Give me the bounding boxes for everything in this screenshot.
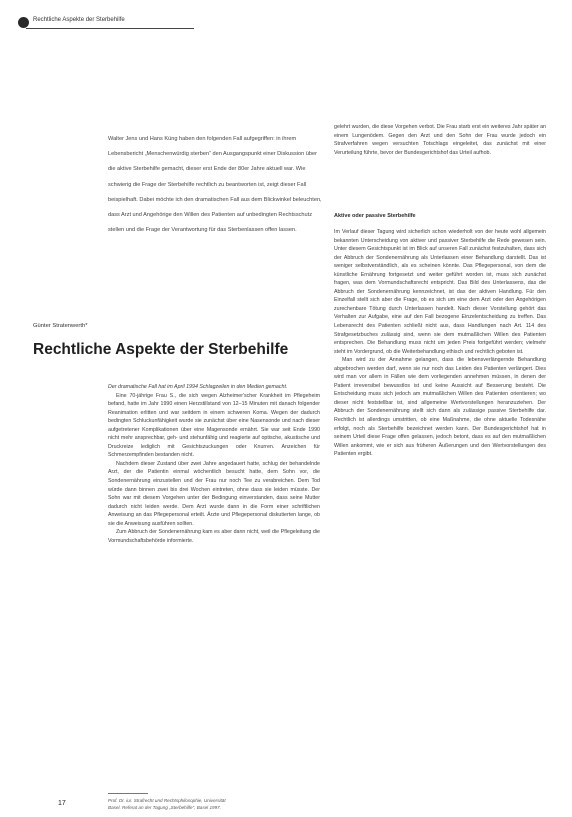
body-paragraph: Nachdem dieser Zustand über zwei Jahre angedauert hatte, schlug der behandelnde Arzt, der die Patientin einmal wöchentlich besucht hatte, dem Sohn vor, die Sondenernährung einzustellen und der Frau nur noch Tee zu verabreichen. Dem Tod würde dann binnen zwei bis drei Wochen eintreten, ohne dass sie leiden müsste. Der Sohn war mit diesem Vorgehen unter der Bedingung einverstanden, dass seine Mutter dadurch nicht leiden werde. Dem Arzt wurde dann in die Form einer schriftlichen Anweisung an das Pflegepersonal erteilt. Ärzte und Pflegepersonal diskutierten lange, ob sie die Anweisung ausführen sollten. — [108, 460, 320, 527]
page-number: 17 — [58, 800, 66, 807]
body-paragraph: Zum Abbruch der Sondenernährung kam es aber dann nicht, weil die Pflegeleitung die Vormundschaftsbehörde informierte. — [108, 529, 320, 544]
footnote: Prof. Dr. iur. Strafrecht und Rechtsphilosophie, Universität Basel. Referat an der Tagung „Sterbehilfe“, Basel 1997. — [108, 798, 226, 810]
middle-text-column — [108, 383, 320, 545]
footnote-rule — [108, 793, 148, 794]
body-paragraph: Eine 70-jährige Frau S., die sich wegen Alzheimer'scher Krankheit im Pflegeheim befand, hatte im Jahr 1990 einen Herzstillstand von 12–15 Minuten mit danach folgender Reanimation erlitten und war seitdem in einem schweren Koma. Wegen der dadurch bedingten Schluckunfähigkeit wurde sie zunächst über eine Nasensonde und nach dieser aufgetretener Komplikationen über eine Magensonde ernährt. Sie war seit Ende 1990 nicht mehr ansprechbar, geh- und stehunfähig und reagierte auf optische, akustische und Druckreize lediglich mit Gesichtszuckungen oder Knurren. Anzeichen für Schmerzempfinden bestanden nicht. — [108, 392, 320, 459]
body-paragraph: Im Verlauf dieser Tagung wird sicherlich schon wiederholt von der heute wohl allgemein bekannten Unterscheidung von aktiver und passiver Sterbehilfe die Rede gewesen sein. Unter diesem Gesichtspunkt ist im Blick auf unseren Fall zunächst festzuhalten, dass sich der Abbruch der Sondenernährung als Unterlassen einer Behandlung darstellt. Das ist weniger selbstverständlich, als es scheinen könnte. Das Pflegepersonal, von dem die künstliche Ernährung fortgesetzt und weiter geführt worden ist, muss sich zunächst fragen, was dem Vormundschaftsrecht entspricht. Das Bild des Unterlassens, das die Abbruch der Sondenernährung kennzeichnet, ist das der aktiven Handlung. Für den Einzelfall stellt sich aber die Frage, ob es sich um eine dem Arzt oder den Angehörigen zurechenbare Tötung durch Unterlassen handelt. Nach dieser Vorstellung gehört das Verhalten zur Aufgabe, eine auf den Fall bezogene Einzelentscheidung zu treffen. Das Lebensrecht des Patienten schließt nicht aus, dass Handlungen nach Art. 114 des Strafgesetzbuches zulässig sind, wenn sie dem mutmaßlichen Willen des Patienten entsprechen. Die Behandlung muss nicht um jeden Preis fortgeführt werden; vielmehr steht im Vordergrund, ob die Weiterbehandlung ethisch und rechtlich geboten ist. — [334, 229, 546, 355]
header-rule — [26, 28, 194, 29]
body-paragraph: Man wird zu der Annahme gelangen, dass die lebensverlängernde Behandlung abgebrochen werden darf, wenn sie nur noch das Leiden des Patienten verlängert. Dies wird man vor allem in Fällen wie dem vorliegenden annehmen müssen, in denen der Patient irreversibel bewusstlos ist und keine Aussicht auf Besserung besteht. Die Entscheidung muss sich jedoch am mutmaßlichen Willen des Patienten orientieren; wo dieser nicht feststellbar ist, sind allgemeine Wertvorstellungen heranzuziehen. Der Abbruch der Sondenernährung stellt sich dann als zulässige passive Sterbehilfe dar. Rechtlich ist allerdings umstritten, ob eine Maßnahme, die ohne aktuelle Todesnähe erfolgt, noch als Sterbehilfe bezeichnet werden kann. Der Bundesgerichtshof hat in seinem Urteil diese Frage offen gelassen, jedoch betont, dass es auf den mutmaßlichen Willen ankommt, wie er sich aus früheren Äußerungen und den Wertvorstellungen des Patienten ergibt. — [334, 357, 546, 458]
running-header: Rechtliche Aspekte der Sterbehilfe — [33, 17, 125, 23]
lead-paragraph: Der dramatische Fall hat im April 1994 Schlagzeilen in den Medien gemacht. — [108, 384, 288, 390]
bullet-marker-icon — [18, 17, 29, 28]
intro-paragraph: Walter Jens und Hans Küng haben den folgenden Fall aufgegriffen: in ihrem Lebensbericht „Menschenwürdig sterben“ den Ausgangspunkt einer Diskussion über die aktive Sterbehilfe gemacht, dieser erst Ende der 80er Jahre aktuell war. Wie schwierig die Frage der Sterbehilfe rechtlich zu beantworten ist, zeigt dieser Fall beispielhaft. Dabei möchte ich den dramatischen Fall aus dem Blickwinkel beleuchten, dass Arzt und Angehörige den Willen des Patienten auf unbedingten Rechtsschutz stellen und die Frage der Verantwortung für das Sterbenlassen offen lassen. — [108, 136, 322, 234]
article-title: Rechtliche Aspekte der Sterbehilfe — [33, 341, 289, 358]
right-text-column — [334, 228, 546, 459]
section-heading: Aktive oder passive Sterbehilfe — [334, 213, 416, 219]
article-author: Günter Stratenwerth* — [33, 323, 88, 329]
right-column-top: gelehrt wurden, die diese Vorgehen verbot. Die Frau starb erst ein weiteres Jahr später an einem Lungenödem. Gegen den Arzt und den Sohn der Frau wurde jedoch ein Strafverfahren wegen versuchten Totschlags eingeleitet, das zunächst mit einer Verurteilung führte, bevor der Bundesgerichtshof das Urteil aufhob. — [334, 124, 546, 156]
